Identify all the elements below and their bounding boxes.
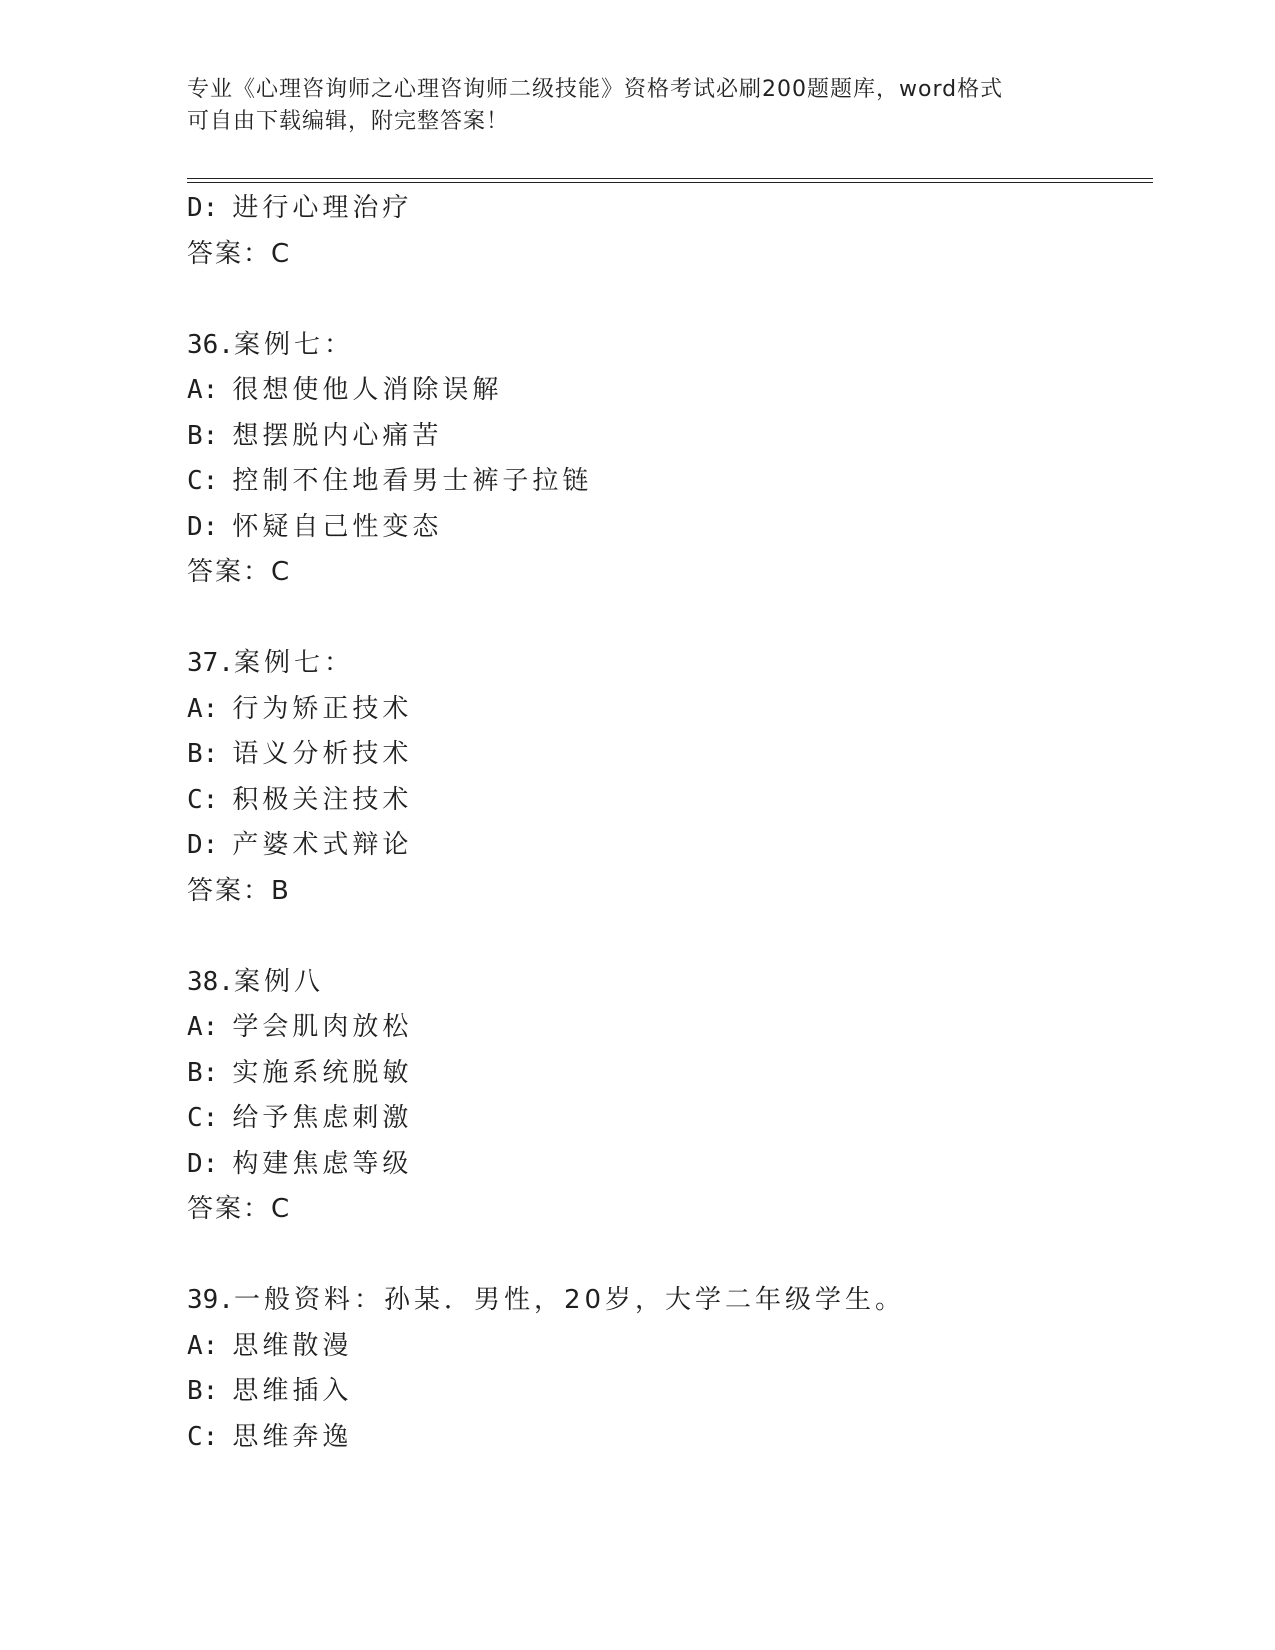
answer-line-prev <box>187 232 1153 278</box>
option-c <box>187 459 1153 505</box>
option-label: D: <box>187 1148 219 1179</box>
option-c <box>187 1415 1153 1461</box>
header-divider-top <box>187 178 1153 179</box>
document-header <box>187 74 1087 138</box>
header-divider-bottom <box>187 182 1153 183</box>
answer-label: 答案： <box>187 1194 272 1224</box>
option-label: B: <box>187 739 219 769</box>
question-number: 39. <box>187 1285 234 1315</box>
answer-label: 答案： <box>187 238 272 269</box>
option-text: 思维散漫 <box>232 1330 353 1361</box>
option-label: C: <box>187 784 219 815</box>
question-stem-36 <box>187 323 1153 369</box>
option-label: A: <box>187 1330 219 1361</box>
option-b <box>187 1051 1153 1097</box>
answer-line <box>187 869 1153 915</box>
option-text: 产婆术式辩论 <box>232 830 413 860</box>
question-text: 案例七： <box>233 648 354 678</box>
option-label: A: <box>187 1012 219 1042</box>
answer-value: B <box>271 875 291 906</box>
option-text: 行为矫正技术 <box>232 693 413 724</box>
header-line-2: 可自由下载编辑，附完整答案！ <box>187 109 510 134</box>
option-b <box>187 1369 1153 1415</box>
option-text: 构建焦虑等级 <box>232 1148 413 1179</box>
option-label: B: <box>187 1376 219 1406</box>
option-label: C: <box>187 1421 219 1452</box>
option-text: 语义分析技术 <box>232 739 413 769</box>
option-b <box>187 732 1153 778</box>
option-label: B: <box>187 420 219 451</box>
option-d <box>187 1142 1153 1188</box>
option-text: 实施系统脱敏 <box>232 1057 413 1088</box>
option-d-prev <box>187 186 1153 232</box>
option-a <box>187 1324 1153 1370</box>
option-label: A: <box>187 693 219 724</box>
option-text: 思维奔逸 <box>232 1421 353 1452</box>
option-c <box>187 778 1153 824</box>
question-text: 一般资料：孙某．男性，20岁，大学二年级学生。 <box>233 1285 906 1315</box>
option-text: 控制不住地看男士裤子拉链 <box>232 466 593 496</box>
question-number: 37. <box>187 648 234 678</box>
answer-label: 答案： <box>187 557 272 587</box>
option-text: 怀疑自己性变态 <box>232 511 443 542</box>
question-number: 38. <box>187 966 234 997</box>
option-label: B: <box>187 1057 219 1088</box>
option-label: D: <box>187 511 219 542</box>
option-d <box>187 505 1153 551</box>
question-stem-39 <box>187 1278 1153 1324</box>
question-text: 案例七： <box>233 329 354 360</box>
question-stem-37 <box>187 641 1153 687</box>
option-text: 学会肌肉放松 <box>232 1012 413 1042</box>
option-a <box>187 687 1153 733</box>
option-text: 进行心理治疗 <box>232 193 413 223</box>
option-a <box>187 368 1153 414</box>
answer-line <box>187 1187 1153 1233</box>
option-label: D: <box>187 830 219 860</box>
option-label: C: <box>187 1103 219 1133</box>
option-d <box>187 823 1153 869</box>
header-line-1: 专业《心理咨询师之心理咨询师二级技能》资格考试必刷200题题库，word格式 <box>187 77 1004 102</box>
option-label: C: <box>187 466 219 496</box>
option-b <box>187 414 1153 460</box>
option-a <box>187 1005 1153 1051</box>
option-text: 思维插入 <box>232 1376 353 1406</box>
answer-value: C <box>271 238 292 269</box>
answer-value: C <box>271 1194 292 1224</box>
option-text: 很想使他人消除误解 <box>232 375 503 405</box>
question-stem-38 <box>187 960 1153 1006</box>
question-text: 案例八 <box>233 966 324 997</box>
option-text: 积极关注技术 <box>232 784 413 815</box>
answer-value: C <box>271 557 292 587</box>
question-content <box>187 186 1153 1460</box>
option-label: D: <box>187 193 219 223</box>
question-number: 36. <box>187 329 234 360</box>
answer-label: 答案： <box>187 875 272 906</box>
option-c <box>187 1096 1153 1142</box>
option-text: 想摆脱内心痛苦 <box>232 420 443 451</box>
option-label: A: <box>187 375 219 405</box>
answer-line <box>187 550 1153 596</box>
option-text: 给予焦虑刺激 <box>232 1103 413 1133</box>
